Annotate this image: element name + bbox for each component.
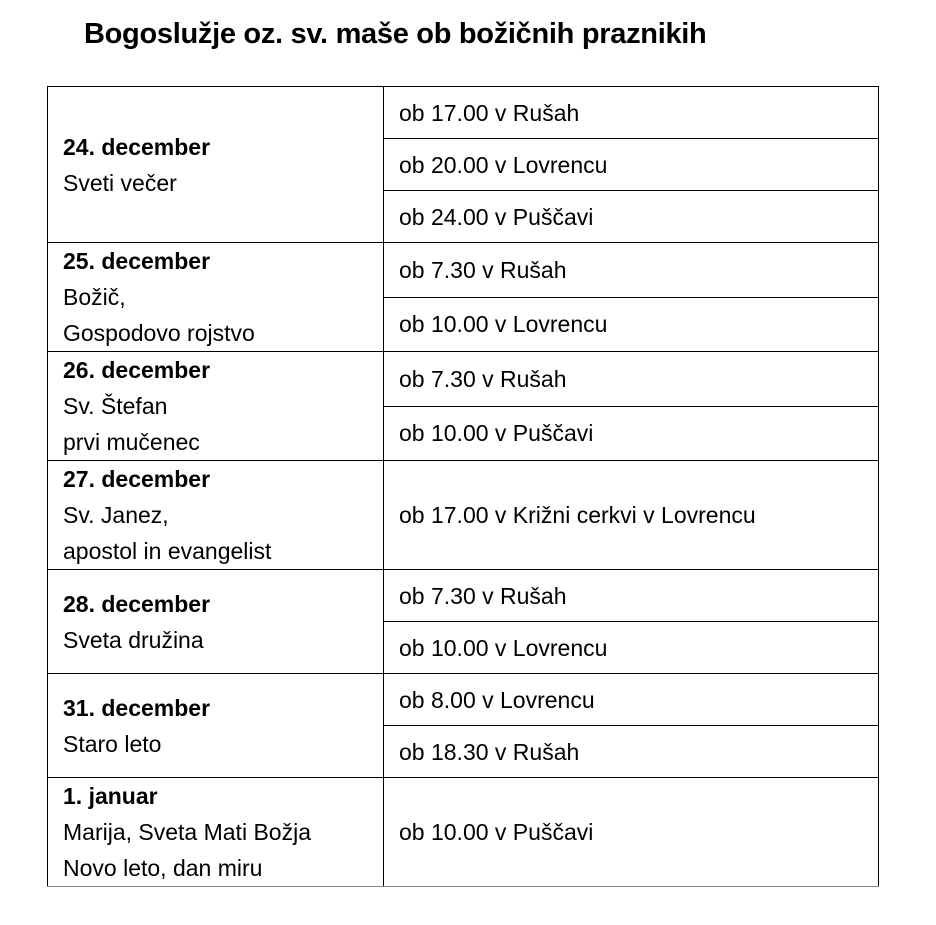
- mass-time-cell: ob 20.00 v Lovrencu: [384, 139, 879, 191]
- day-date: 26. december: [63, 357, 211, 383]
- table-row: [48, 570, 879, 622]
- day-cell: [48, 243, 384, 352]
- day-date: 31. december: [63, 694, 211, 721]
- table-row: [48, 243, 879, 298]
- mass-time-cell: ob 18.30 v Rušah: [384, 726, 879, 778]
- day-cell: [48, 778, 384, 887]
- mass-time-cell: ob 10.00 v Lovrencu: [384, 297, 879, 352]
- day-description: Sv. Štefan: [63, 393, 168, 419]
- page-title: Bogoslužje oz. sv. maše ob božičnih praznikih: [84, 18, 707, 50]
- day-date: 1. januar: [63, 783, 158, 809]
- day-description: Sv. Janez,: [63, 502, 169, 528]
- day-description: Sveta družina: [63, 626, 204, 653]
- day-date: 27. december: [63, 466, 211, 492]
- day-date: 25. december: [63, 248, 211, 274]
- mass-schedule-table: [47, 86, 879, 887]
- day-cell: [48, 570, 384, 674]
- mass-time-cell: ob 8.00 v Lovrencu: [384, 674, 879, 726]
- day-cell: [48, 352, 384, 461]
- table-row: [48, 778, 879, 887]
- day-description: Gospodovo rojstvo: [63, 320, 255, 346]
- day-description: apostol in evangelist: [63, 538, 272, 564]
- table-row: [48, 674, 879, 726]
- day-date: 24. december: [63, 133, 211, 160]
- table-row: [48, 352, 879, 407]
- mass-time-cell: ob 7.30 v Rušah: [384, 570, 879, 622]
- day-cell: [48, 461, 384, 570]
- day-description: Novo leto, dan miru: [63, 855, 263, 881]
- mass-time-cell: ob 10.00 v Puščavi: [384, 778, 879, 887]
- table-row: [48, 87, 879, 139]
- mass-time-cell: ob 7.30 v Rušah: [384, 352, 879, 407]
- mass-time-cell: ob 17.00 v Križni cerkvi v Lovrencu: [384, 461, 879, 570]
- mass-time-cell: ob 10.00 v Lovrencu: [384, 622, 879, 674]
- day-description: Marija, Sveta Mati Božja: [63, 819, 311, 845]
- day-date: 28. december: [63, 590, 211, 617]
- day-description: prvi mučenec: [63, 429, 200, 455]
- day-cell: [48, 87, 384, 243]
- mass-time-cell: ob 17.00 v Rušah: [384, 87, 879, 139]
- day-description: Staro leto: [63, 730, 162, 757]
- table-row: [48, 461, 879, 570]
- day-cell: [48, 674, 384, 778]
- mass-time-cell: ob 10.00 v Puščavi: [384, 406, 879, 461]
- mass-time-cell: ob 24.00 v Puščavi: [384, 191, 879, 243]
- mass-time-cell: ob 7.30 v Rušah: [384, 243, 879, 298]
- day-description: Sveti večer: [63, 169, 177, 196]
- day-description: Božič,: [63, 284, 126, 310]
